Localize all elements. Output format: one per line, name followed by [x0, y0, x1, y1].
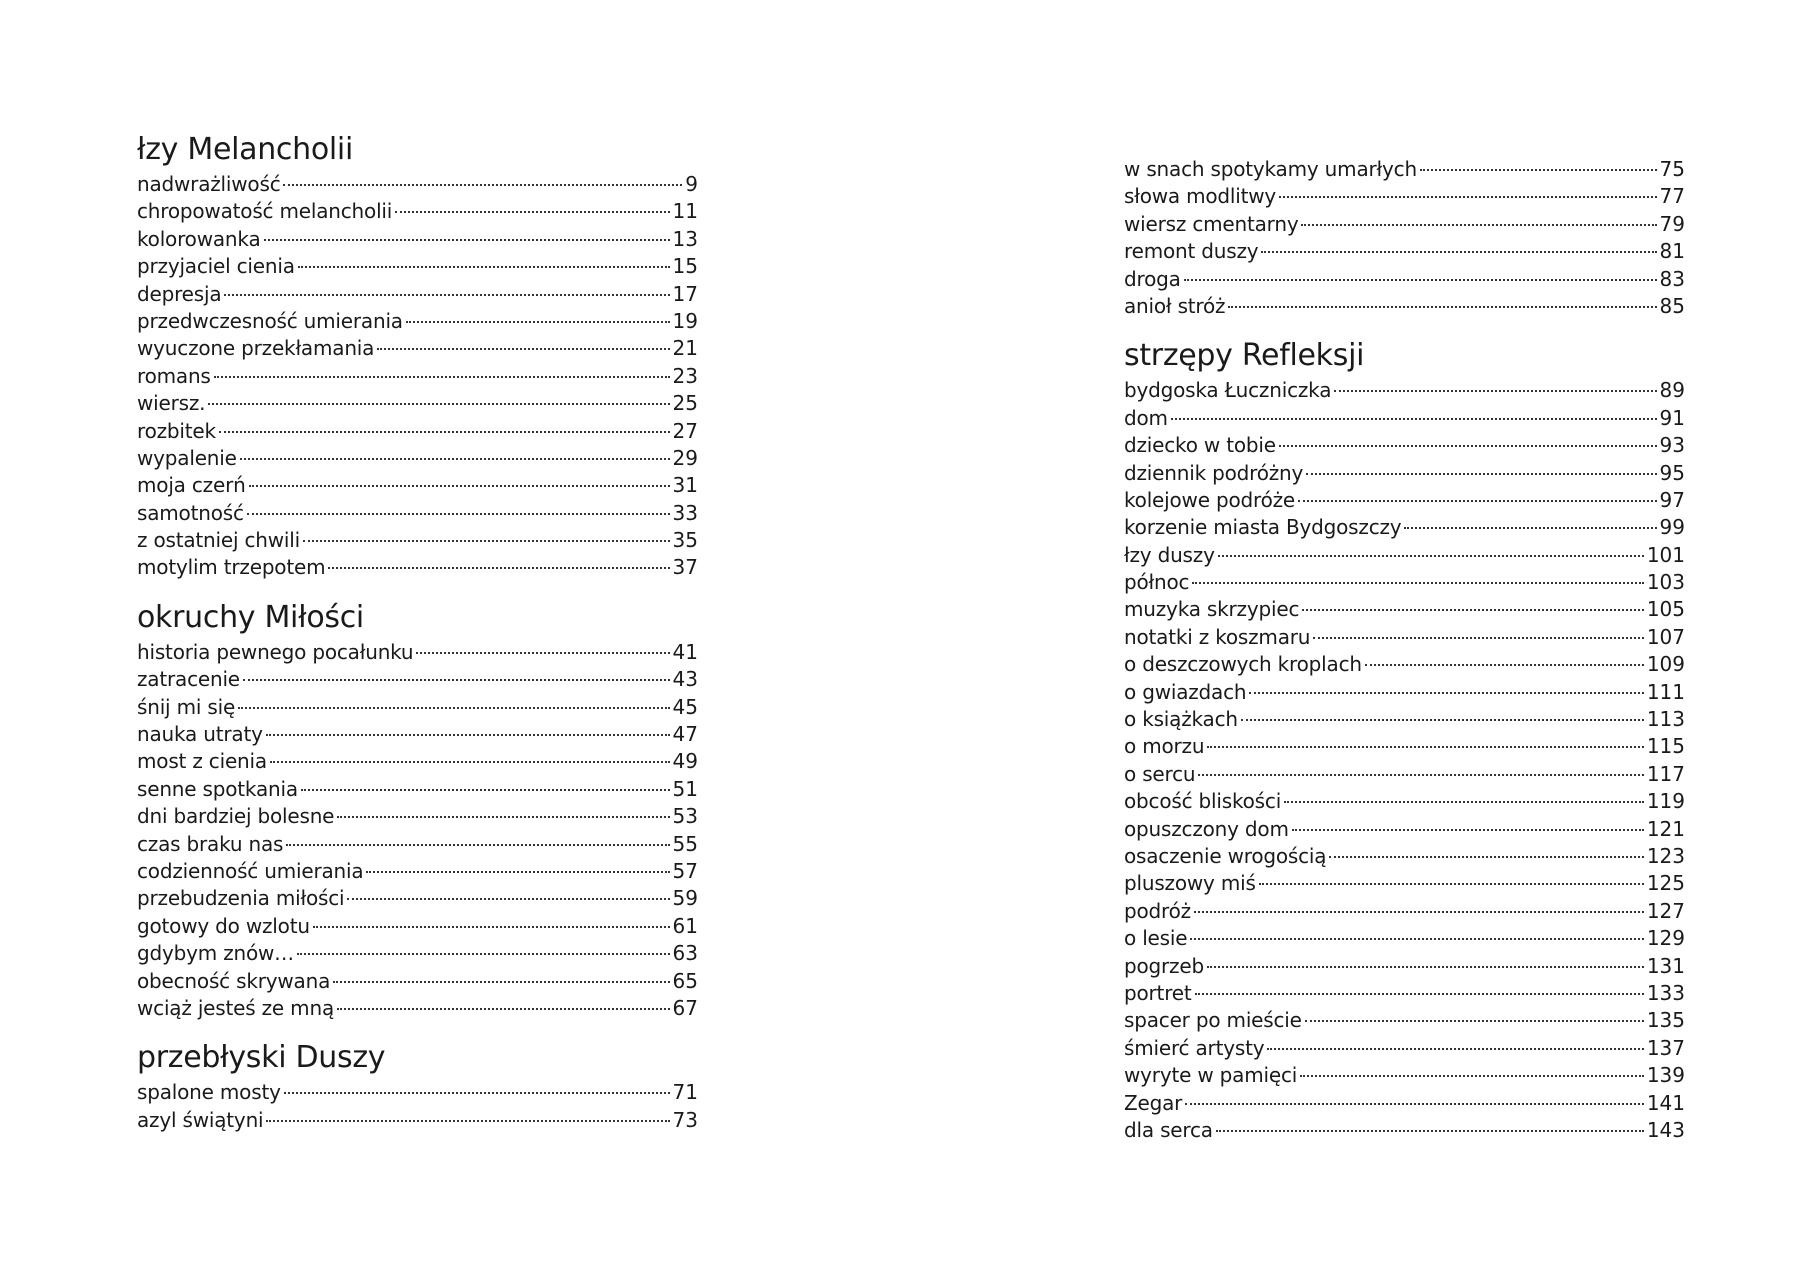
- toc-column-right: [1124, 156, 1685, 1144]
- toc-entry: [137, 913, 698, 940]
- toc-entry: [137, 639, 698, 666]
- page-number: 77: [1659, 184, 1685, 209]
- entry-title: o książkach: [1124, 707, 1238, 732]
- dot-leader: [1267, 1048, 1643, 1050]
- entry-title: o sercu: [1124, 761, 1196, 786]
- dot-leader: [1171, 418, 1657, 420]
- toc-entry: [137, 995, 698, 1022]
- dot-leader: [303, 540, 670, 542]
- toc-entry: [137, 748, 698, 775]
- page-number: 85: [1659, 293, 1685, 318]
- dot-leader: [297, 953, 670, 955]
- entry-title: obecność skrywana: [137, 968, 331, 993]
- toc-entry: [137, 363, 698, 390]
- dot-leader: [219, 431, 670, 433]
- toc-section: [1124, 156, 1685, 320]
- toc-entry: [1124, 266, 1685, 293]
- entry-title: o lesie: [1124, 926, 1188, 951]
- toc-list: [1124, 377, 1685, 1144]
- entry-title: samotność: [137, 500, 244, 525]
- dot-leader: [1302, 609, 1644, 611]
- toc-entry: [1124, 183, 1685, 210]
- dot-leader: [284, 1092, 670, 1094]
- dot-leader: [1300, 1075, 1644, 1077]
- entry-title: pogrzeb: [1124, 953, 1204, 978]
- entry-title: most z cienia: [137, 749, 267, 774]
- dot-leader: [247, 513, 670, 515]
- page-number: 19: [672, 308, 698, 333]
- page-number: 89: [1659, 378, 1685, 403]
- dot-leader: [301, 789, 670, 791]
- entry-title: dni bardziej bolesne: [137, 804, 335, 829]
- page-number: 137: [1646, 1035, 1685, 1060]
- toc-entry: [1124, 843, 1685, 870]
- dot-leader: [1298, 500, 1657, 502]
- entry-title: wiersz cmentarny: [1124, 211, 1299, 236]
- dot-leader: [1420, 169, 1657, 171]
- page-number: 81: [1659, 239, 1685, 264]
- page-number: 117: [1646, 761, 1685, 786]
- toc-entry: [1124, 953, 1685, 980]
- page-number: 71: [672, 1080, 698, 1105]
- entry-title: korzenie miasta Bydgoszczy: [1124, 515, 1402, 540]
- entry-title: rozbitek: [137, 418, 216, 443]
- dot-leader: [1313, 637, 1644, 639]
- entry-title: śmierć artysty: [1124, 1035, 1265, 1060]
- page-number: 33: [672, 500, 698, 525]
- page-number: 127: [1646, 898, 1685, 923]
- entry-title: o gwiazdach: [1124, 679, 1247, 704]
- dot-leader: [1190, 938, 1643, 940]
- dot-leader: [1279, 445, 1657, 447]
- toc-entry: [1124, 542, 1685, 569]
- section-title: okruchy Miłości: [137, 599, 364, 635]
- toc-list: [1124, 156, 1685, 320]
- page-number: 41: [672, 639, 698, 664]
- entry-title: dziecko w tobie: [1124, 433, 1276, 458]
- page-number: 129: [1646, 926, 1685, 951]
- dot-leader: [1198, 774, 1643, 776]
- page-number: 37: [672, 555, 698, 580]
- dot-leader: [377, 348, 669, 350]
- toc-entry: [1124, 293, 1685, 320]
- right-page: [903, 0, 1807, 1276]
- toc-entry: [137, 253, 698, 280]
- dot-leader: [1301, 224, 1656, 226]
- page-number: 133: [1646, 980, 1685, 1005]
- entry-title: historia pewnego pocałunku: [137, 639, 414, 664]
- entry-title: wciąż jesteś ze mną: [137, 995, 335, 1020]
- dot-leader: [283, 184, 682, 186]
- toc-entry: [137, 694, 698, 721]
- dot-leader: [1249, 692, 1643, 694]
- toc-entry: [137, 445, 698, 472]
- dot-leader: [238, 707, 670, 709]
- toc-entry: [137, 335, 698, 362]
- entry-title: gdybym znów…: [137, 941, 294, 966]
- entry-title: spalone mosty: [137, 1080, 281, 1105]
- entry-title: przyjaciel cienia: [137, 254, 295, 279]
- page-number: 135: [1646, 1008, 1685, 1033]
- toc-entry: [1124, 816, 1685, 843]
- entry-title: przebudzenia miłości: [137, 886, 345, 911]
- toc-entry: [1124, 569, 1685, 596]
- page-number: 107: [1646, 624, 1685, 649]
- toc-entry: [1124, 1007, 1685, 1034]
- toc-section: [137, 1038, 698, 1134]
- dot-leader: [1185, 1103, 1644, 1105]
- page-number: 59: [672, 886, 698, 911]
- toc-entry: [1124, 460, 1685, 487]
- toc-entry: [137, 940, 698, 967]
- page-number: 111: [1646, 679, 1685, 704]
- page-number: 123: [1646, 843, 1685, 868]
- page-number: 91: [1659, 405, 1685, 430]
- entry-title: podróż: [1124, 898, 1191, 923]
- toc-column-left: [137, 130, 698, 1134]
- page-number: 11: [672, 199, 698, 224]
- dot-leader: [1404, 527, 1656, 529]
- entry-title: w snach spotykamy umarłych: [1124, 157, 1417, 181]
- entry-title: kolorowanka: [137, 226, 261, 251]
- toc-section: [1124, 336, 1685, 1144]
- page-number: 115: [1646, 734, 1685, 759]
- page-number: 139: [1646, 1063, 1685, 1088]
- entry-title: romans: [137, 363, 211, 388]
- entry-title: dom: [1124, 405, 1168, 430]
- page-number: 43: [672, 667, 698, 692]
- entry-title: łzy duszy: [1124, 542, 1215, 567]
- entry-title: notatki z koszmaru: [1124, 624, 1311, 649]
- dot-leader: [286, 844, 669, 846]
- entry-title: przedwczesność umierania: [137, 308, 403, 333]
- entry-title: wiersz.: [137, 391, 206, 416]
- entry-title: remont duszy: [1124, 239, 1259, 264]
- entry-title: o deszczowych kroplach: [1124, 652, 1362, 677]
- dot-leader: [270, 761, 670, 763]
- toc-entry: [1124, 761, 1685, 788]
- page-number: 63: [672, 941, 698, 966]
- page-number: 131: [1646, 953, 1685, 978]
- dot-leader: [333, 981, 669, 983]
- toc-entry: [1124, 405, 1685, 432]
- section-title: przebłyski Duszy: [137, 1040, 386, 1076]
- toc-entry: [1124, 1117, 1685, 1144]
- dot-leader: [1192, 582, 1643, 584]
- dot-leader: [406, 321, 670, 323]
- dot-leader: [264, 239, 670, 241]
- page-number: 97: [1659, 487, 1685, 512]
- dot-leader: [1261, 251, 1656, 253]
- entry-title: azyl świątyni: [137, 1107, 264, 1132]
- toc-entry: [1124, 651, 1685, 678]
- dot-leader: [266, 1120, 669, 1122]
- toc-entry: [137, 858, 698, 885]
- toc-entry: [137, 885, 698, 912]
- toc-entry: [1124, 487, 1685, 514]
- dot-leader: [1306, 473, 1656, 475]
- page-number: 93: [1659, 433, 1685, 458]
- page-number: 27: [672, 418, 698, 443]
- entry-title: zatracenie: [137, 667, 240, 692]
- page-number: 105: [1646, 597, 1685, 622]
- entry-title: droga: [1124, 266, 1181, 291]
- page-number: 57: [672, 858, 698, 883]
- dot-leader: [313, 926, 670, 928]
- toc-entry: [137, 308, 698, 335]
- toc-entry: [137, 198, 698, 225]
- section-title: strzępy Refleksji: [1124, 338, 1365, 374]
- page-number: 141: [1646, 1090, 1685, 1115]
- toc-entry: [137, 500, 698, 527]
- toc-list: [137, 171, 698, 582]
- dot-leader: [416, 652, 669, 654]
- toc-entry: [1124, 1090, 1685, 1117]
- dot-leader: [337, 1008, 670, 1010]
- dot-leader: [1259, 883, 1644, 885]
- toc-entry: [1124, 733, 1685, 760]
- page-number: 35: [672, 528, 698, 553]
- entry-title: portret: [1124, 980, 1192, 1005]
- toc-entry: [137, 171, 698, 198]
- page-number: 73: [672, 1107, 698, 1132]
- page-number: 101: [1646, 542, 1685, 567]
- toc-entry: [1124, 156, 1685, 183]
- dot-leader: [366, 871, 669, 873]
- toc-entry: [137, 721, 698, 748]
- entry-title: pluszowy miś: [1124, 871, 1256, 896]
- entry-title: wyryte w pamięci: [1124, 1063, 1298, 1088]
- entry-title: gotowy do wzlotu: [137, 913, 310, 938]
- dot-leader: [1207, 966, 1644, 968]
- toc-entry: [1124, 514, 1685, 541]
- entry-title: dla serca: [1124, 1117, 1213, 1142]
- page-number: 29: [672, 445, 698, 470]
- dot-leader: [1216, 1130, 1644, 1132]
- toc-entry: [137, 968, 698, 995]
- dot-leader: [240, 458, 670, 460]
- dot-leader: [1241, 719, 1644, 721]
- page-number: 23: [672, 363, 698, 388]
- page-number: 113: [1646, 707, 1685, 732]
- toc-entry: [1124, 679, 1685, 706]
- dot-leader: [1365, 664, 1644, 666]
- entry-title: śnij mi się: [137, 694, 236, 719]
- toc-entry: [137, 831, 698, 858]
- dot-leader: [214, 376, 670, 378]
- entry-title: anioł stróż: [1124, 293, 1226, 318]
- entry-title: dziennik podróżny: [1124, 460, 1304, 485]
- section-title: łzy Melancholii: [137, 132, 354, 167]
- dot-leader: [328, 567, 669, 569]
- entry-title: motylim trzepotem: [137, 555, 326, 580]
- toc-entry: [1124, 788, 1685, 815]
- entry-title: moja czerń: [137, 473, 246, 498]
- toc-entry: [137, 776, 698, 803]
- entry-title: Zegar: [1124, 1090, 1183, 1115]
- toc-list: [137, 639, 698, 1022]
- entry-title: bydgoska Łuczniczka: [1124, 378, 1332, 403]
- page-number: 31: [672, 473, 698, 498]
- toc-entry: [1124, 432, 1685, 459]
- dot-leader: [1184, 279, 1657, 281]
- page-number: 143: [1646, 1117, 1685, 1142]
- dot-leader: [266, 734, 670, 736]
- page-number: 119: [1646, 789, 1685, 814]
- toc-entry: [137, 1079, 698, 1106]
- toc-section: [137, 598, 698, 1022]
- dot-leader: [243, 679, 670, 681]
- dot-leader: [395, 211, 669, 213]
- page-number: 61: [672, 913, 698, 938]
- entry-title: nadwrażliwość: [137, 172, 281, 196]
- page-number: 109: [1646, 652, 1685, 677]
- entry-title: spacer po mieście: [1124, 1008, 1302, 1033]
- toc-list: [137, 1079, 698, 1134]
- page-number: 51: [672, 776, 698, 801]
- entry-title: wyuczone przekłamania: [137, 336, 375, 361]
- entry-title: północ: [1124, 570, 1190, 595]
- dot-leader: [347, 898, 669, 900]
- dot-leader: [1279, 196, 1656, 198]
- page-number: 95: [1659, 460, 1685, 485]
- dot-leader: [298, 266, 670, 268]
- entry-title: nauka utraty: [137, 722, 263, 747]
- page-number: 55: [672, 831, 698, 856]
- toc-section: [137, 130, 698, 582]
- toc-entry: [137, 281, 698, 308]
- dot-leader: [208, 403, 669, 405]
- entry-title: chropowatość melancholii: [137, 199, 393, 224]
- entry-title: senne spotkania: [137, 776, 298, 801]
- toc-entry: [137, 472, 698, 499]
- entry-title: wypalenie: [137, 445, 237, 470]
- dot-leader: [1228, 306, 1656, 308]
- dot-leader: [1292, 829, 1644, 831]
- toc-entry: [1124, 706, 1685, 733]
- entry-title: kolejowe podróże: [1124, 487, 1296, 512]
- entry-title: codzienność umierania: [137, 858, 364, 883]
- page-number: 9: [685, 172, 698, 196]
- toc-entry: [1124, 377, 1685, 404]
- entry-title: słowa modlitwy: [1124, 184, 1277, 209]
- toc-entry: [1124, 211, 1685, 238]
- entry-title: czas braku nas: [137, 831, 284, 856]
- toc-entry: [1124, 238, 1685, 265]
- toc-entry: [1124, 980, 1685, 1007]
- dot-leader: [1334, 390, 1656, 392]
- page-number: 67: [672, 995, 698, 1020]
- entry-title: obcość bliskości: [1124, 789, 1282, 814]
- dot-leader: [337, 816, 669, 818]
- toc-entry: [1124, 870, 1685, 897]
- page-number: 99: [1659, 515, 1685, 540]
- toc-entry: [137, 554, 698, 581]
- page-number: 17: [672, 281, 698, 306]
- toc-entry: [137, 226, 698, 253]
- toc-entry: [137, 418, 698, 445]
- toc-entry: [1124, 596, 1685, 623]
- toc-entry: [137, 527, 698, 554]
- left-page: [0, 0, 903, 1276]
- page-number: 121: [1646, 816, 1685, 841]
- page-number: 75: [1659, 157, 1685, 181]
- page-number: 45: [672, 694, 698, 719]
- entry-title: z ostatniej chwili: [137, 528, 301, 553]
- entry-title: muzyka skrzypiec: [1124, 597, 1300, 622]
- dot-leader: [1329, 856, 1643, 858]
- toc-entry: [1124, 898, 1685, 925]
- toc-entry: [137, 390, 698, 417]
- dot-leader: [224, 294, 669, 296]
- entry-title: depresja: [137, 281, 222, 306]
- page-number: 65: [672, 968, 698, 993]
- page-number: 47: [672, 722, 698, 747]
- page-number: 83: [1659, 266, 1685, 291]
- entry-title: osaczenie wrogością: [1124, 843, 1327, 868]
- dot-leader: [1195, 993, 1644, 995]
- page-number: 53: [672, 804, 698, 829]
- page-number: 125: [1646, 871, 1685, 896]
- page-number: 49: [672, 749, 698, 774]
- entry-title: opuszczony dom: [1124, 816, 1289, 841]
- toc-entry: [137, 666, 698, 693]
- dot-leader: [1194, 911, 1644, 913]
- toc-entry: [1124, 1035, 1685, 1062]
- dot-leader: [1305, 1020, 1644, 1022]
- dot-leader: [1218, 555, 1644, 557]
- entry-title: o morzu: [1124, 734, 1205, 759]
- dot-leader: [1284, 801, 1644, 803]
- page-number: 79: [1659, 211, 1685, 236]
- dot-leader: [1207, 746, 1644, 748]
- page-number: 15: [672, 254, 698, 279]
- page-number: 25: [672, 391, 698, 416]
- page-number: 21: [672, 336, 698, 361]
- toc-entry: [137, 1107, 698, 1134]
- dot-leader: [249, 485, 670, 487]
- toc-entry: [1124, 1062, 1685, 1089]
- toc-entry: [1124, 925, 1685, 952]
- toc-entry: [137, 803, 698, 830]
- page-number: 13: [672, 226, 698, 251]
- page-number: 103: [1646, 570, 1685, 595]
- toc-entry: [1124, 624, 1685, 651]
